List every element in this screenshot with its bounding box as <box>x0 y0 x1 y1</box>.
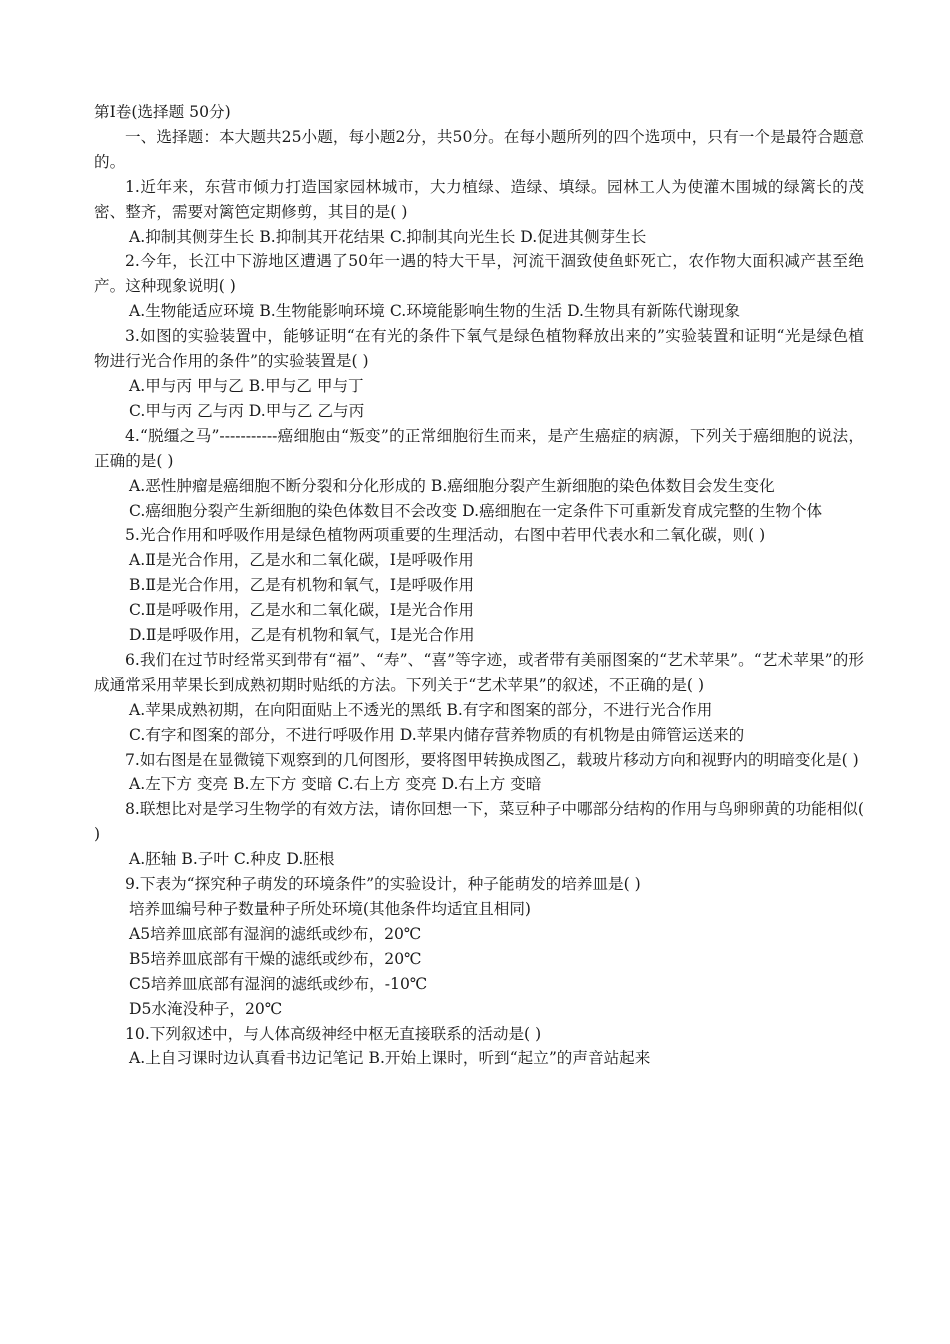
question-9-table-row-b: B5培养皿底部有干燥的滤纸或纱布，20℃ <box>129 949 422 968</box>
question-9-stem: 9.下表为“探究种子萌发的环境条件”的实验设计，种子能萌发的培养皿是( ) <box>125 875 641 894</box>
question-4-stem: 4.“脱缰之马”-----------癌细胞由“叛变”的正常细胞衍生而来，是产生癌症的病源，下列关于癌细胞的说法，正确的是( ) <box>94 426 864 470</box>
question-3-stem: 3.如图的实验装置中，能够证明“在有光的条件下氧气是绿色植物释放出来的”实验装置和证明“光是绿色植物进行光合作用的条件”的实验装置是( ) <box>94 327 864 371</box>
question-5-option-d: D.Ⅱ是呼吸作用，乙是有机物和氧气，Ⅰ是光合作用 <box>129 626 475 645</box>
question-3-options-row-2: C.甲与丙 乙与丙 D.甲与乙 乙与丙 <box>129 401 365 420</box>
question-9-table-row-d: D5水淹没种子，20℃ <box>129 999 283 1018</box>
question-8-stem: 8.联想比对是学习生物学的有效方法，请你回想一下，菜豆种子中哪部分结构的作用与鸟卵卵黄的功能相似( ) <box>94 800 869 844</box>
question-6-stem: 6.我们在过节时经常买到带有“福”、“寿”、“喜”等字迹，或者带有美丽图案的“艺术苹果”。“艺术苹果”的形成通常采用苹果长到成熟初期时贴纸的方法。下列关于“艺术苹果”的叙述，不正确的是( ) <box>94 650 864 694</box>
question-1-options: A.抑制其侧芽生长 B.抑制其开花结果 C.抑制其向光生长 D.促进其侧芽生长 <box>129 227 647 246</box>
question-5-option-a: A.Ⅱ是光合作用，乙是水和二氧化碳，Ⅰ是呼吸作用 <box>129 551 474 570</box>
question-5-option-c: C.Ⅱ是呼吸作用，乙是水和二氧化碳，Ⅰ是光合作用 <box>129 601 474 620</box>
question-8-options: A.胚轴 B.子叶 C.种皮 D.胚根 <box>129 850 335 869</box>
question-9-table-header: 培养皿编号种子数量种子所处环境(其他条件均适宜且相同) <box>129 900 532 918</box>
question-9-table-row-c: C5培养皿底部有湿润的滤纸或纱布，-10℃ <box>129 974 428 993</box>
exam-page <box>94 100 869 1071</box>
question-10-stem: 10.下列叙述中，与人体高级神经中枢无直接联系的活动是( ) <box>125 1024 542 1043</box>
question-4-options-row-2: C.癌细胞分裂产生新细胞的染色体数目不会改变 D.癌细胞在一定条件下可重新发育成完整的生物个体 <box>129 501 823 520</box>
section-title: 第Ⅰ卷(选择题 50分) <box>94 103 231 121</box>
question-2-options: A.生物能适应环境 B.生物能影响环境 C.环境能影响生物的生活 D.生物具有新陈代谢现象 <box>129 302 740 321</box>
question-6-options-row-2: C.有字和图案的部分，不进行呼吸作用 D.苹果内储存营养物质的有机物是由筛管运送来的 <box>129 725 745 744</box>
question-5-stem: 5.光合作用和呼吸作用是绿色植物两项重要的生理活动，右图中若甲代表水和二氧化碳，则( ) <box>125 526 766 545</box>
question-4-options-row-1: A.恶性肿瘤是癌细胞不断分裂和分化形成的 B.癌细胞分裂产生新细胞的染色体数目会发生变化 <box>129 476 775 495</box>
question-7-options: A.左下方 变亮 B.左下方 变暗 C.右上方 变亮 D.右上方 变暗 <box>129 775 542 794</box>
question-5-option-b: B.Ⅱ是光合作用，乙是有机物和氧气，Ⅰ是呼吸作用 <box>129 576 475 595</box>
section-instructions: 一、选择题：本大题共25小题，每小题2分，共50分。在每小题所列的四个选项中，只有一个是最符合题意的。 <box>94 127 864 171</box>
question-6-options-row-1: A.苹果成熟初期，在向阳面贴上不透光的黑纸 B.有字和图案的部分，不进行光合作用 <box>129 700 713 719</box>
question-10-options: A.上自习课时边认真看书边记笔记 B.开始上课时，听到“起立”的声音站起来 <box>129 1049 651 1068</box>
question-3-options-row-1: A.甲与丙 甲与乙 B.甲与乙 甲与丁 <box>129 376 364 395</box>
question-9-table-row-a: A5培养皿底部有湿润的滤纸或纱布，20℃ <box>129 924 422 943</box>
question-7-stem: 7.如右图是在显微镜下观察到的几何图形，要将图甲转换成图乙，载玻片移动方向和视野内的明暗变化是( ) <box>125 750 859 769</box>
question-1-stem: 1.近年来，东营市倾力打造国家园林城市，大力植绿、造绿、填绿。园林工人为使灌木围城的绿篱长的茂密、整齐，需要对篱笆定期修剪，其目的是( ) <box>94 177 864 221</box>
question-2-stem: 2.今年，长江中下游地区遭遇了50年一遇的特大干旱，河流干涸致使鱼虾死亡，农作物大面积减产甚至绝产。这种现象说明( ) <box>94 252 864 296</box>
